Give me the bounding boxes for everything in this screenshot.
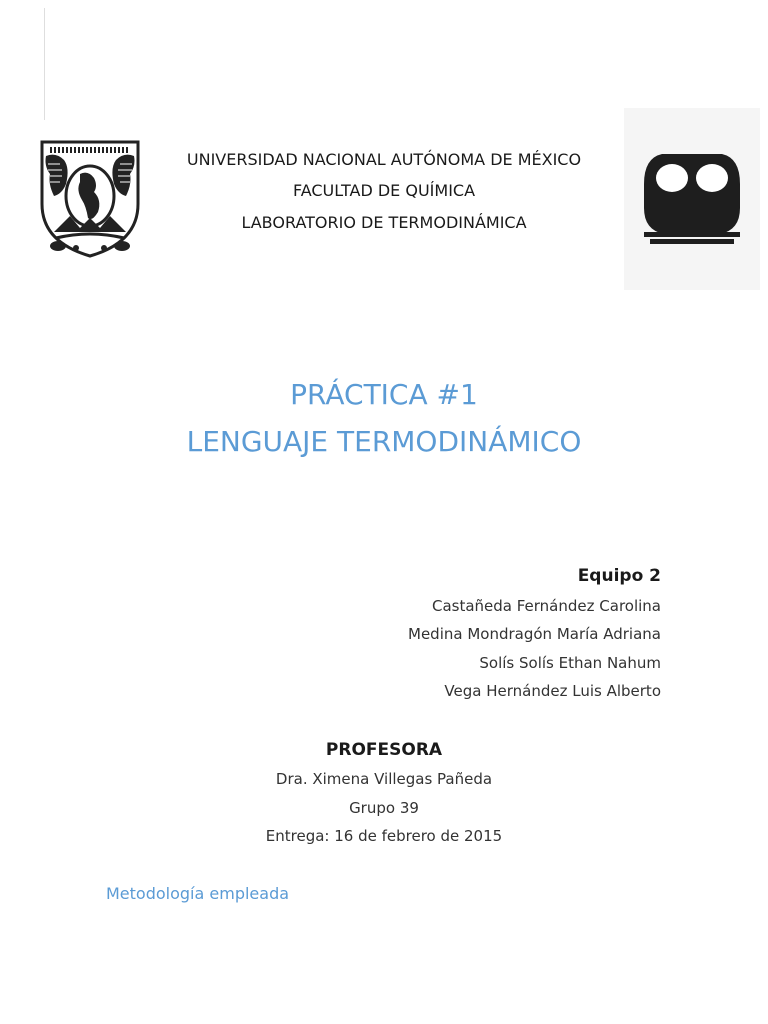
team-member: Medina Mondragón María Adriana xyxy=(408,625,661,643)
owl-logo xyxy=(642,148,742,248)
page-margin-line xyxy=(44,8,45,120)
delivery-date: Entrega: 16 de febrero de 2015 xyxy=(265,827,503,845)
professor-heading: PROFESORA xyxy=(325,740,443,760)
owl-logo-panel xyxy=(624,108,760,290)
team-member: Solís Solís Ethan Nahum xyxy=(479,654,661,672)
professor-name: Dra. Ximena Villegas Pañeda xyxy=(275,770,493,788)
lab-name: LABORATORIO DE TERMODINÁMICA xyxy=(241,213,527,232)
team-title: Equipo 2 xyxy=(577,566,661,586)
practice-number-title: PRÁCTICA #1 xyxy=(290,378,478,411)
faculty-name: FACULTAD DE QUÍMICA xyxy=(292,181,476,200)
section-heading-methodology: Metodología empleada xyxy=(106,884,290,903)
team-member: Castañeda Fernández Carolina xyxy=(431,597,661,615)
university-name: UNIVERSIDAD NACIONAL AUTÓNOMA DE MÉXICO xyxy=(186,150,582,169)
practice-topic-title: LENGUAJE TERMODINÁMICO xyxy=(186,425,582,458)
team-member: Vega Hernández Luis Alberto xyxy=(444,682,661,700)
group-number: Grupo 39 xyxy=(349,799,419,817)
unam-seal-logo xyxy=(36,134,144,260)
